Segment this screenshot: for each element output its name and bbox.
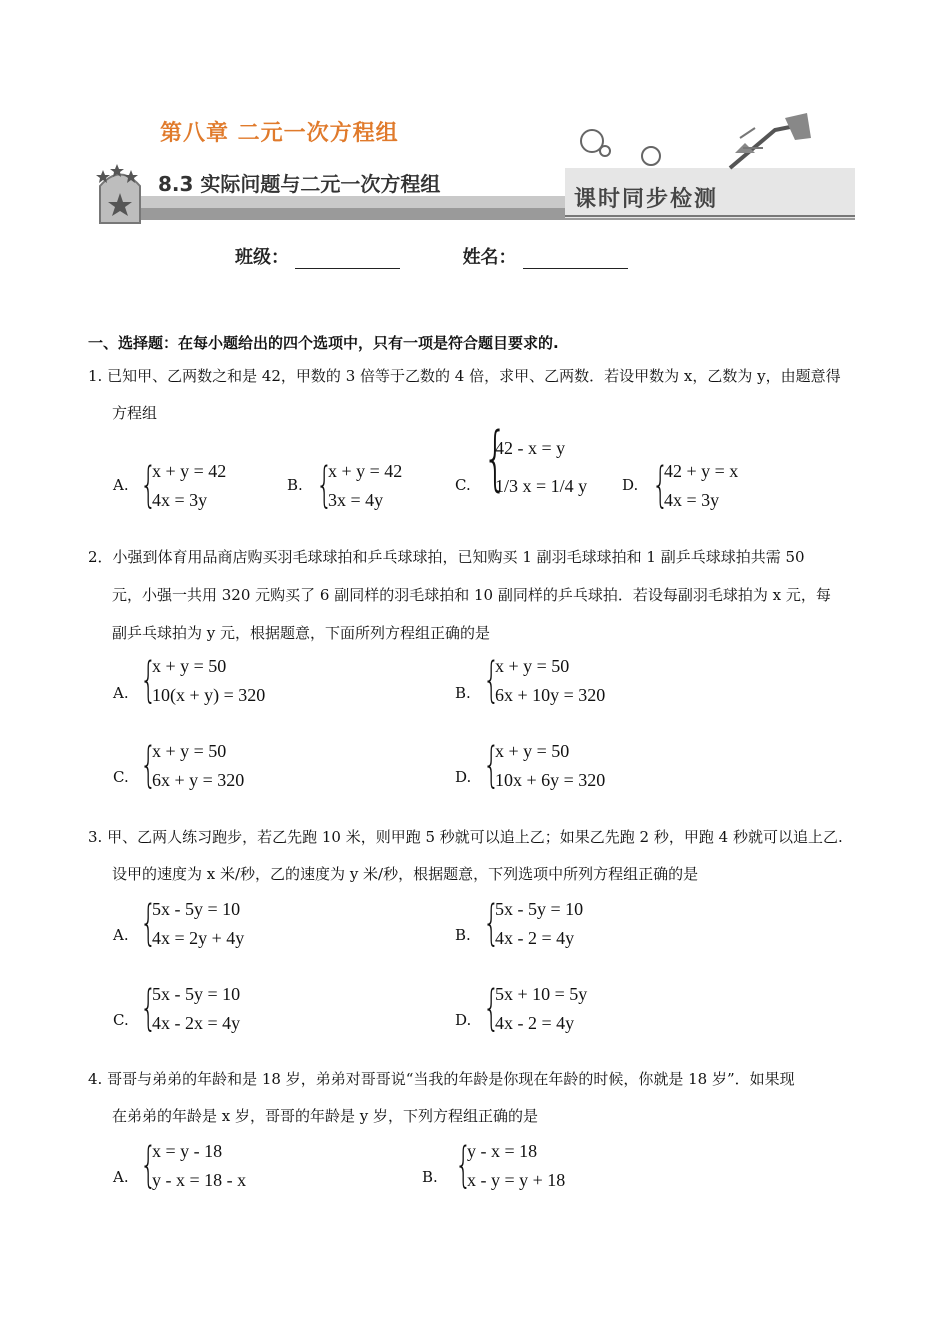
equation: x + y = 42 [328,461,403,481]
q3-option-c-label[interactable]: C. [113,1011,129,1029]
q3-option-d-label[interactable]: D. [455,1011,472,1029]
q3-line1: 3. 甲、乙两人练习跑步，若乙先跑 10 米，则甲跑 5 秒就可以追上乙；如果乙先跑 2 秒，甲跑 4 秒就可以追上乙. [88,828,843,846]
q4-line1: 4. 哥哥与弟弟的年龄和是 18 岁，弟弟对哥哥说“当我的年龄是你现在年龄的时候，你就是 18 岁”．如果现 [88,1070,795,1088]
equation: 5x + 10 = 5y [495,984,588,1004]
q2-option-c-label[interactable]: C. [113,768,129,786]
q1-line2: 方程组 [112,404,158,422]
q4-option-b-label[interactable]: B. [422,1168,438,1186]
equation: x - y = y + 18 [467,1170,566,1190]
equation: 10(x + y) = 320 [152,685,266,705]
equation: 4x - 2 = 4y [495,1013,575,1033]
equation: 10x + 6y = 320 [495,770,606,790]
q4-line2: 在弟弟的年龄是 x 岁，哥哥的年龄是 y 岁，下列方程组正确的是 [112,1107,539,1125]
q3-option-a-label[interactable]: A. [113,926,129,944]
equation: x = y - 18 [152,1141,223,1161]
equation: 42 + y = x [664,461,739,481]
equation: 42 - x = y [495,438,566,458]
equation: 5x - 5y = 10 [495,899,584,919]
section-title: 8.3 实际问题与二元一次方程组 [158,172,441,196]
student-info-fields [235,243,628,269]
q1-option-c-label[interactable]: C. [455,476,471,494]
equation: 4x - 2 = 4y [495,928,575,948]
q2-option-d-label[interactable]: D. [455,768,472,786]
equation: y - x = 18 [467,1141,538,1161]
chapter-title: 第八章 二元一次方程组 [160,121,399,146]
equation: 6x + 10y = 320 [495,685,606,705]
equation: 6x + y = 320 [152,770,245,790]
equation: 3x = 4y [328,490,384,510]
equation: 4x = 2y + 4y [152,928,245,948]
class-label: 班级： [235,247,289,268]
equation: x + y = 50 [152,741,227,761]
equation: x + y = 42 [152,461,227,481]
q2-option-b-label[interactable]: B. [455,684,471,702]
q1-option-b-label[interactable]: B. [287,476,303,494]
equation: x + y = 50 [152,656,227,676]
q1-line1: 1. 已知甲、乙两数之和是 42，甲数的 3 倍等于乙数的 4 倍，求甲、乙两数．若设甲数为 x，乙数为 y，由题意得 [88,367,841,385]
equation: 4x - 2x = 4y [152,1013,241,1033]
q3-line2: 设甲的速度为 x 米/秒，乙的速度为 y 米/秒，根据题意，下列选项中所列方程组正确的是 [112,865,699,883]
equation: 5x - 5y = 10 [152,899,241,919]
equation: 4x = 3y [152,490,208,510]
q2-line1: 2．小强到体育用品商店购买羽毛球球拍和乒乓球球拍，已知购买 1 副羽毛球球拍和 1 副乒乓球球拍共需 50 [88,548,805,566]
brand-label: 课时同步检测 [574,187,719,212]
name-label: 姓名： [462,247,517,268]
equation: x + y = 50 [495,656,570,676]
q2-option-a-label[interactable]: A. [113,684,129,702]
section-heading: 一、选择题：在每小题给出的四个选项中，只有一项是符合题目要求的. [88,334,559,352]
q4-option-a-label[interactable]: A. [113,1168,129,1186]
equation: y - x = 18 - x [152,1170,247,1190]
q1-option-d-label[interactable]: D. [622,476,639,494]
q2-line3: 副乒乓球拍为 y 元，根据题意，下面所列方程组正确的是 [112,624,491,642]
equation: 5x - 5y = 10 [152,984,241,1004]
equation: 1/3 x = 1/4 y [495,476,588,496]
name-blank[interactable] [523,250,628,269]
equation: x + y = 50 [495,741,570,761]
class-blank[interactable] [295,250,400,269]
q2-line2: 元，小强一共用 320 元购买了 6 副同样的羽毛球拍和 10 副同样的乒乓球拍．若设每副羽毛球拍为 x 元，每 [112,586,831,604]
q1-option-a-label[interactable]: A. [113,476,129,494]
equation: 4x = 3y [664,490,720,510]
q3-option-b-label[interactable]: B. [455,926,471,944]
